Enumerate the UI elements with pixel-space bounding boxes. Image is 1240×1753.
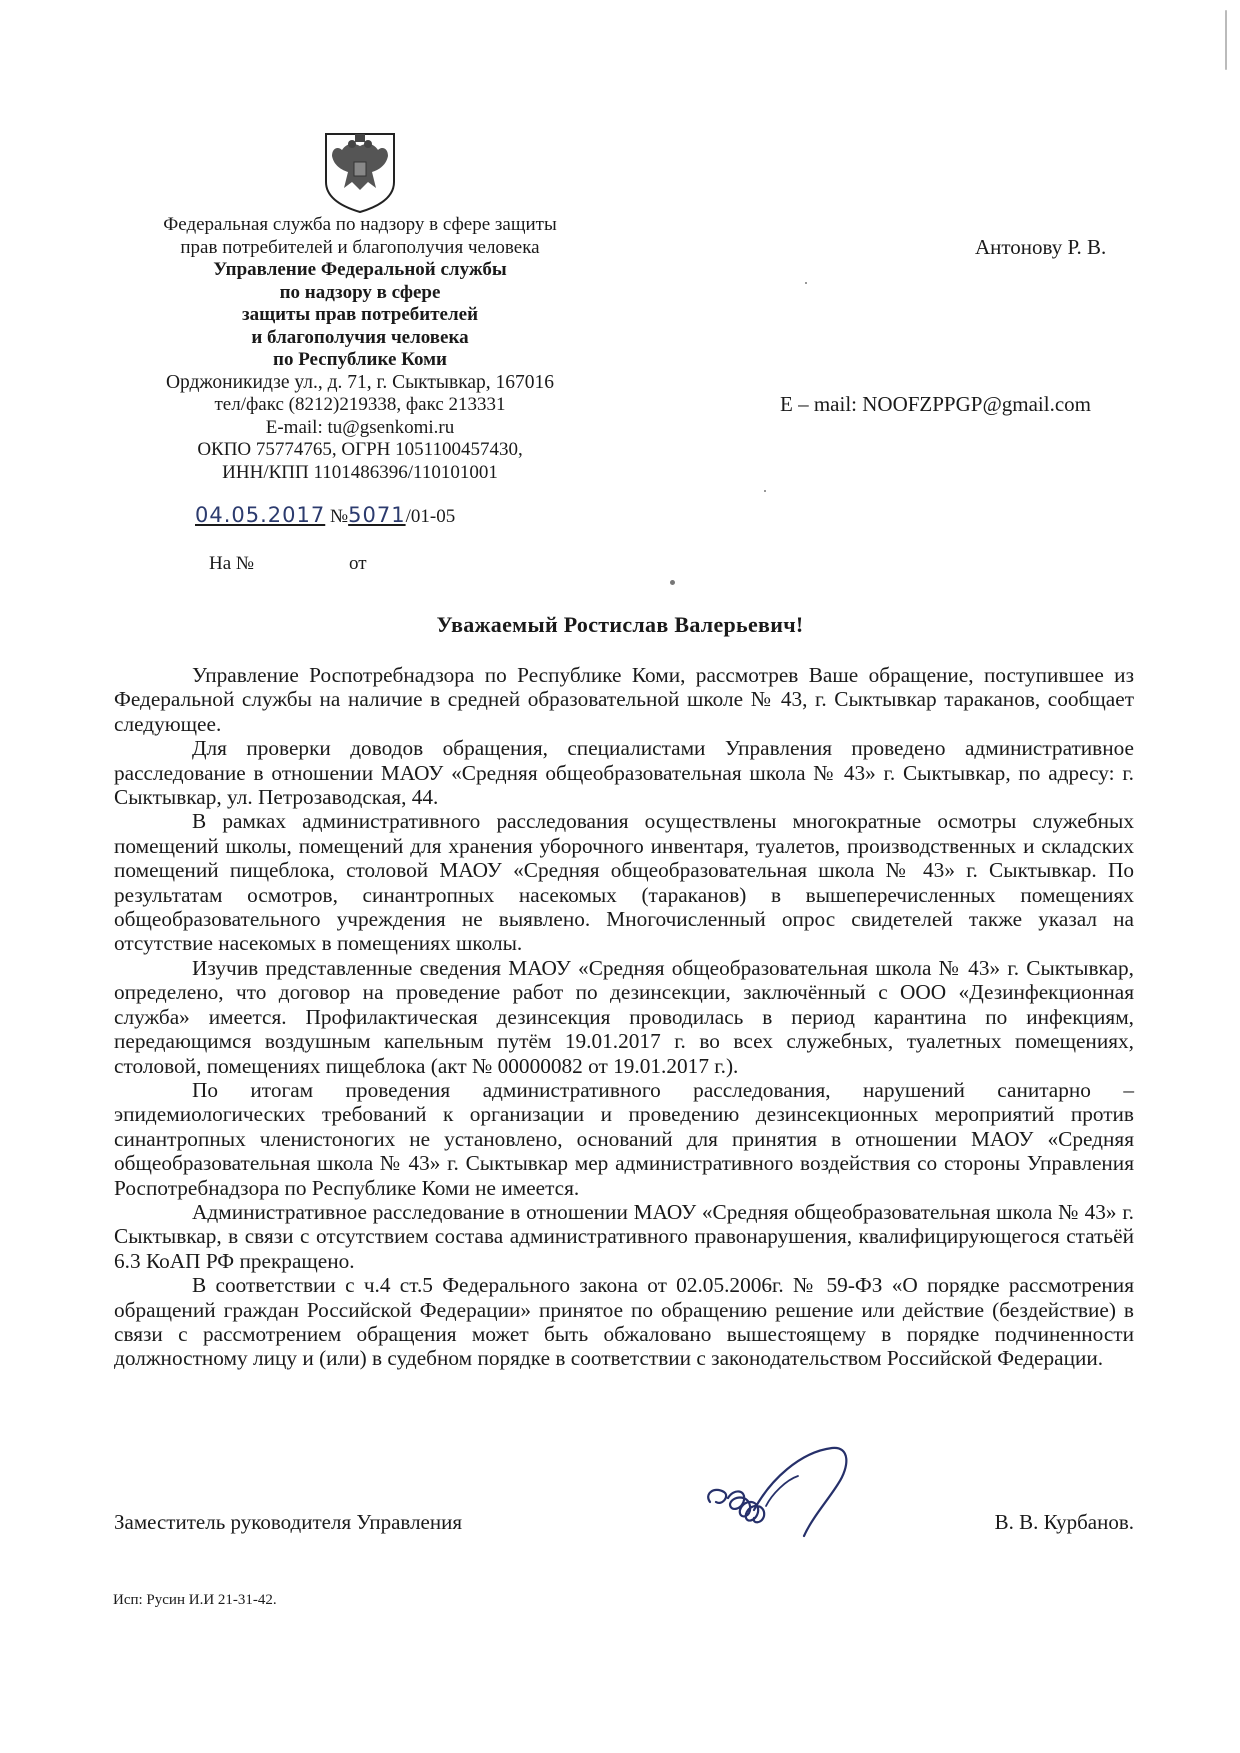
scan-speck — [764, 490, 766, 492]
outgoing-number-value: 5071 — [348, 503, 406, 527]
signatory-title: Заместитель руководителя Управления — [114, 1510, 463, 1534]
sender-phone: тел/факс (8212)219338, факс 213331 — [214, 394, 506, 415]
recipient-email: E – mail: NOOFZPPGP@gmail.com — [780, 392, 1092, 416]
outgoing-number-suffix: /01-05 — [405, 506, 456, 527]
scan-speck — [670, 580, 675, 585]
handwritten-signature — [700, 1440, 860, 1550]
coat-of-arms-icon — [322, 128, 398, 214]
sender-dept-line-2: по надзору в сфере — [279, 281, 441, 303]
reference-line — [209, 553, 367, 575]
executor-note: Исп: Русин И.И 21-31-42. — [113, 1592, 277, 1608]
sender-dept-line-4: и благополучия человека — [251, 326, 469, 348]
sender-dept-line-1: Управление Федеральной службы — [213, 259, 507, 280]
signatory-name: В. В. Курбанов. — [994, 1510, 1134, 1534]
outgoing-number — [195, 503, 455, 528]
scan-speck — [805, 282, 807, 284]
sender-org-line-2: прав потребителей и благополучия человека — [180, 236, 540, 258]
outgoing-date: 04.05.2017 — [195, 503, 326, 527]
reference-ot: от — [349, 553, 367, 574]
letter-body — [114, 663, 1134, 1371]
body-paragraph-2: Для проверки доводов обращения, специалистами Управления проведено административное расследование в отношении МАОУ «Средняя общеобразовательная школа № 43» г. Сыктывкар, по адресу: г. Сыктывкар, ул. Петрозаводская, 44. — [114, 736, 1134, 810]
body-paragraph-4: Изучив представленные сведения МАОУ «Средняя общеобразовательная школа № 43» г. Сыктывкар, определено, что договор на проведение работ по дезинсекции, заключённый с ООО «Дезинфекционная служба» имеется. Профилактическая дезинсекция проводилась в период карантина по инфекциям, передающимся воздушным капельным путём 19.01.2017 г. во всех служебных, туалетных помещениях, столовой, помещениях пищеблока (акт № 00000082 от 19.01.2017 г.). — [114, 955, 1134, 1078]
sender-email: E-mail: tu@gsenkomi.ru — [265, 416, 455, 438]
sender-address: Орджоникидзе ул., д. 71, г. Сыктывкар, 167016 — [165, 371, 555, 393]
reference-na: На № — [209, 553, 255, 574]
recipient-name: Антонову Р. В. — [975, 235, 1107, 259]
body-paragraph-6: Административное расследование в отношении МАОУ «Средняя общеобразовательная школа № 43» г. Сыктывкар, в связи с отсутствием состава административного правонарушения, квалифицирующегося статьёй 6.3 КоАП РФ прекращено. — [114, 1199, 1134, 1273]
sender-inn: ИНН/КПП 1101486396/110101001 — [222, 461, 498, 483]
scan-speck — [1225, 10, 1227, 70]
body-paragraph-7: В соответствии с ч.4 ст.5 Федерального закона от 02.05.2006г. № 59-ФЗ «О порядке рассмотрения обращений граждан Российской Федерации» принятое по обращению решение или действие (бездействие) в связи с рассмотрением обращения может быть обжаловано вышестоящему в порядке подчиненности должностному лицу и (или) в судебном порядке в соответствии с законодательством Российской Федерации. — [114, 1273, 1134, 1371]
outgoing-number-prefix: № — [330, 506, 349, 527]
sender-dept-line-3: защиты прав потребителей — [241, 304, 479, 325]
salutation: Уважаемый Ростислав Валерьевич! — [436, 612, 804, 637]
sender-org-line-1: Федеральная служба по надзору в сфере защиты — [163, 214, 557, 235]
sender-dept-line-5: по Республике Коми — [273, 349, 447, 370]
sender-codes: ОКПО 75774765, ОГРН 1051100457430, — [197, 439, 523, 460]
sender-block — [120, 214, 600, 484]
body-paragraph-1: Управление Роспотребнадзора по Республике Коми, рассмотрев Ваше обращение, поступившее из Федеральной службы на наличие в средней образовательной школе № 43, г. Сыктывкар тараканов, сообщает следующее. — [114, 663, 1134, 736]
body-paragraph-3: В рамках административного расследования осуществлены многократные осмотры служебных помещений школы, помещений для хранения уборочного инвентаря, туалетов, производственных и складских помещений пищеблока, столовой МАОУ «Средняя общеобразовательная школа № 43» г. Сыктывкар. По результатам осмотров, синантропных насекомых (тараканов) в вышеперечисленных помещениях общеобразовательного учреждения не выявлено. Многочисленный опрос свидетелей также указал на отсутствие насекомых в помещениях школы. — [114, 809, 1134, 956]
body-paragraph-5: По итогам проведения административного расследования, нарушений санитарно – эпидемиологических требований к организации и проведению дезинсекционных мероприятий против синантропных членистоногих не установлено, оснований для принятия в отношении МАОУ «Средняя общеобразовательная школа № 43» г. Сыктывкар мер административного воздействия со стороны Управления Роспотребнадзора по Республике Коми не имеется. — [114, 1077, 1134, 1200]
